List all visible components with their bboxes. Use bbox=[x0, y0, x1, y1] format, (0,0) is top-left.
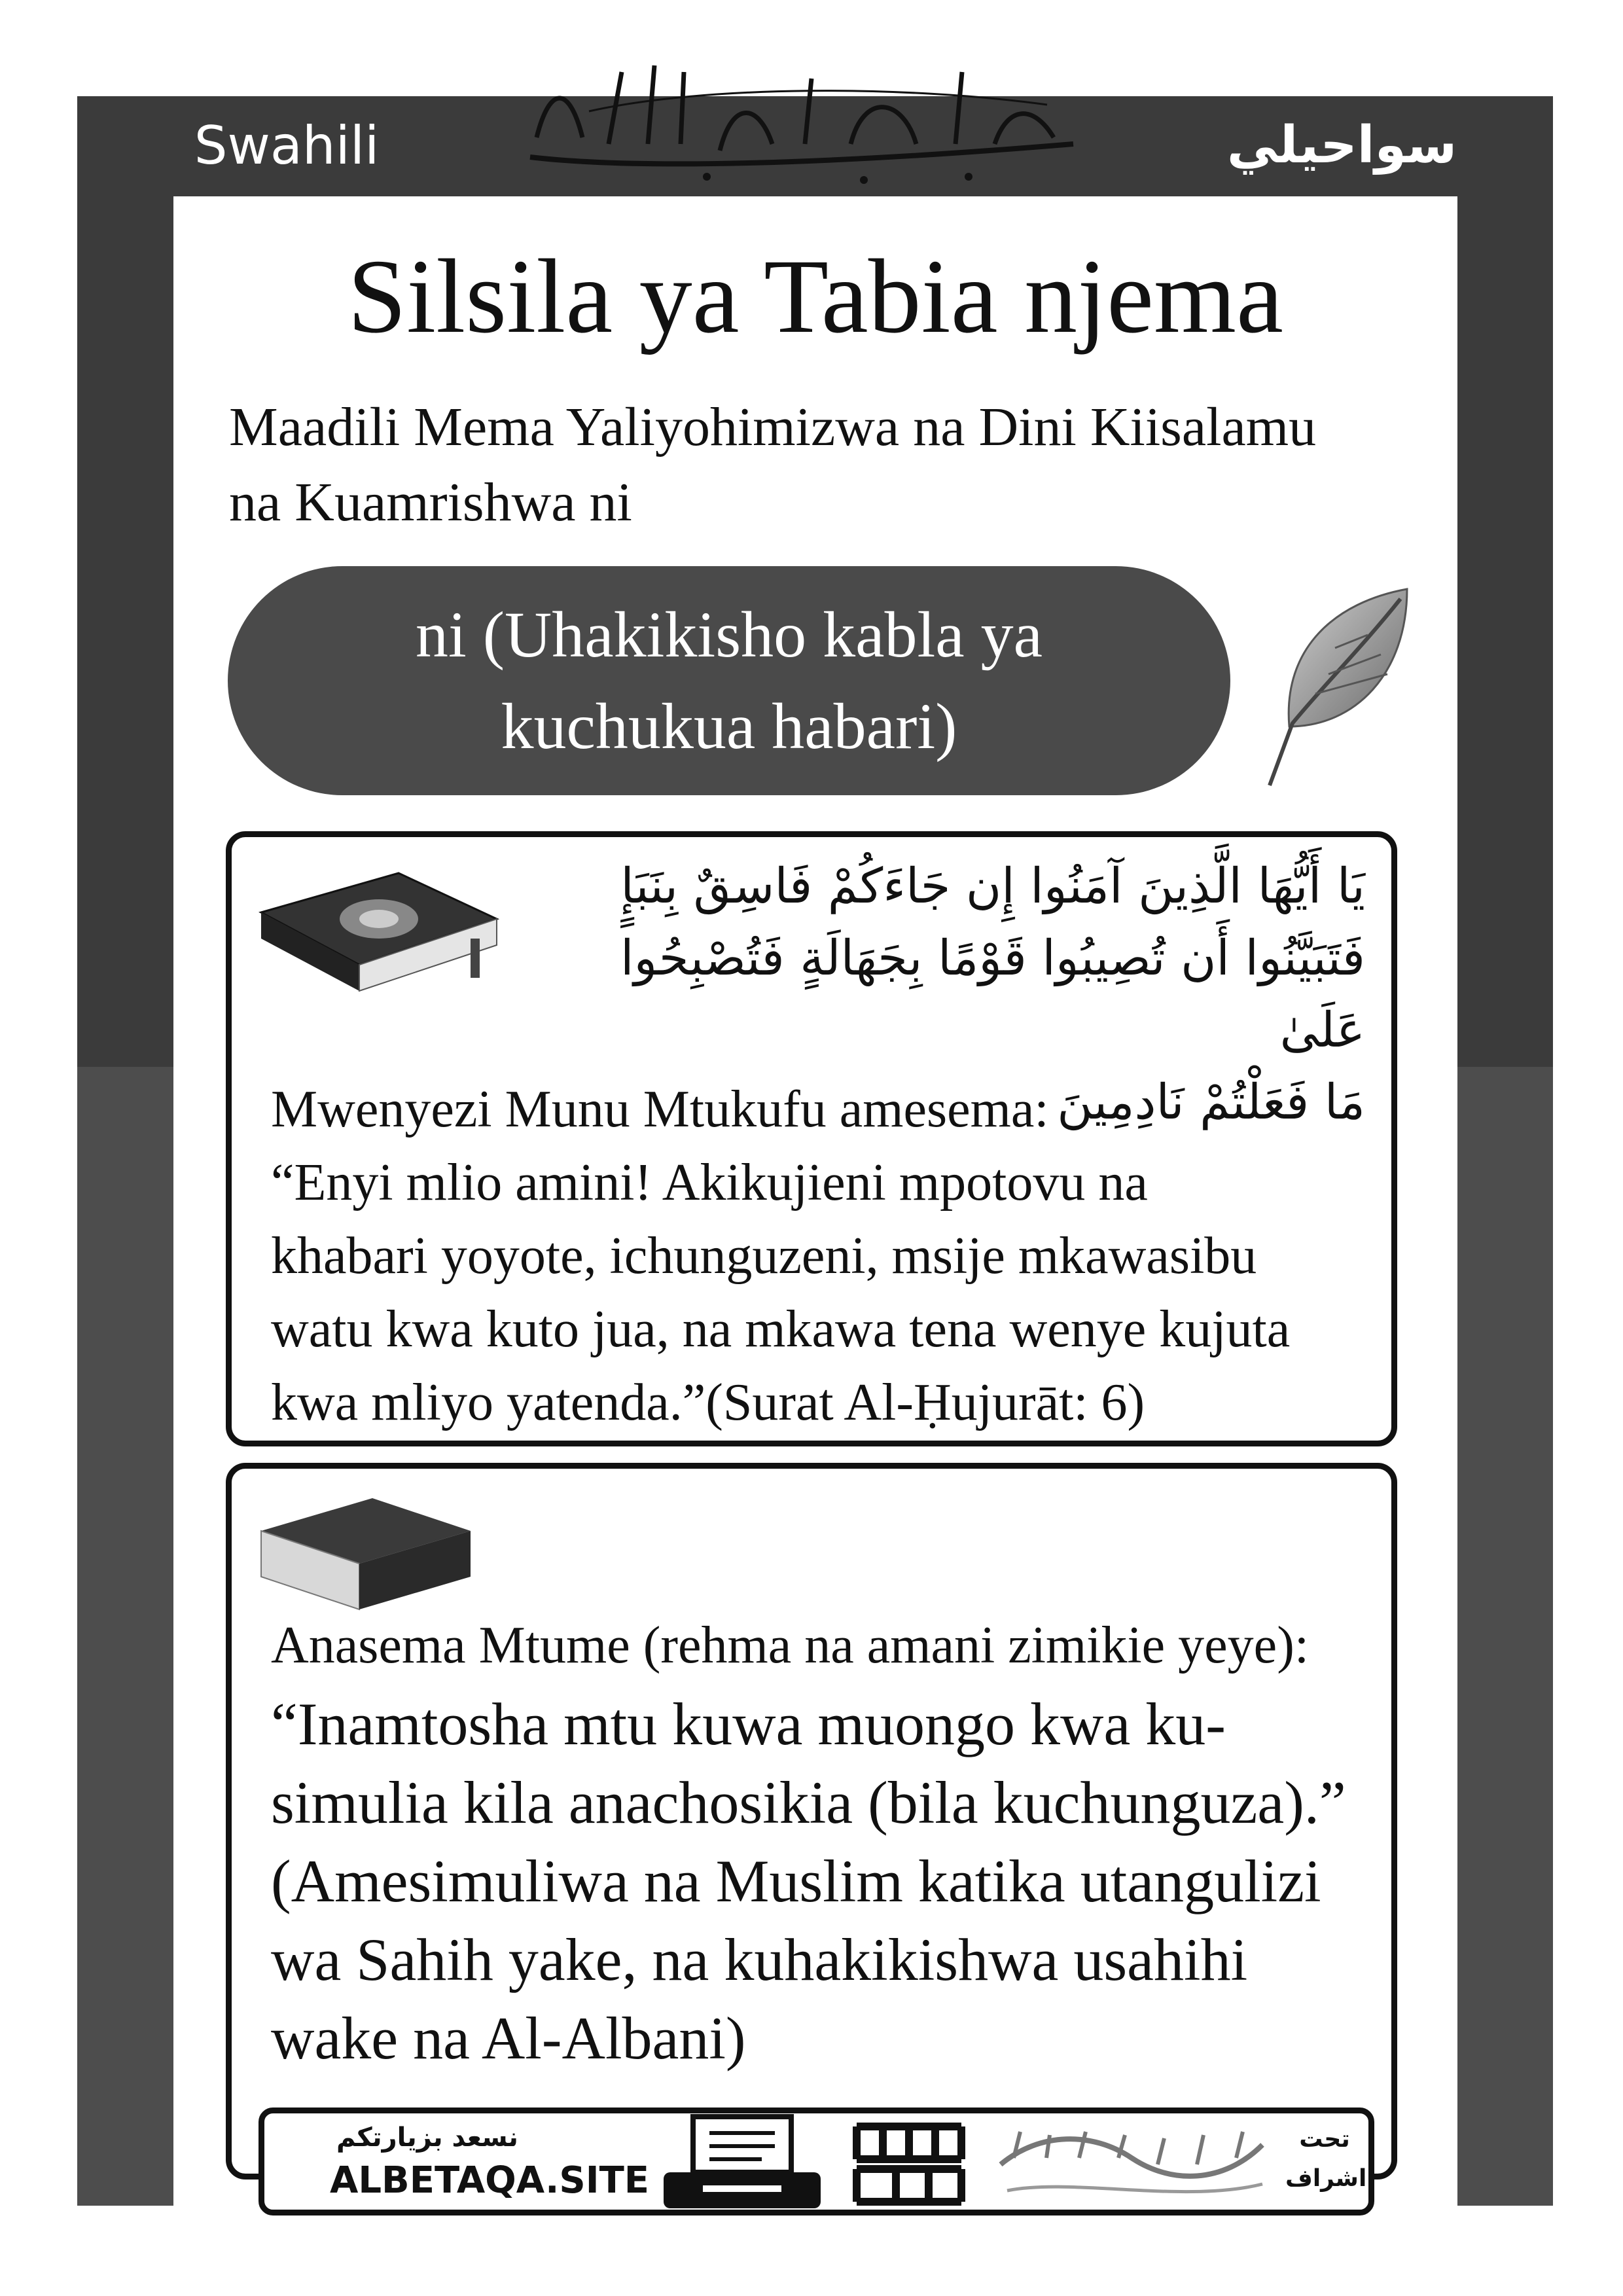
quran-translation bbox=[271, 1073, 1383, 1439]
ayah-line-1: يَا أَيُّهَا الَّذِينَ آمَنُوا إِن جَاءَكُمْ فَاسِقٌ بِنَبَإٍ bbox=[620, 858, 1365, 914]
quran-line-3: watu kwa kuto jua, na mkawa tena wenye kujuta bbox=[271, 1300, 1291, 1358]
topic-banner bbox=[228, 566, 1230, 795]
ayah-line-2: فَتَبَيَّنُوا أَن تُصِيبُوا قَوْمًا بِجَهَالَةٍ فَتُصْبِحُوا عَلَىٰ bbox=[620, 930, 1365, 1058]
hadith-line-4: wa Sahih yake, na kuhakikishwa usahihi bbox=[271, 1926, 1248, 1993]
ayah-line-3: مَا فَعَلْتُمْ نَادِمِينَ bbox=[1057, 1074, 1365, 1130]
footer-bar bbox=[259, 2108, 1374, 2215]
supervision-line-2: اشراف bbox=[1285, 2165, 1367, 2192]
hadith-card bbox=[226, 1463, 1397, 2179]
hadith-text bbox=[271, 1606, 1383, 2077]
quran-book-icon bbox=[248, 860, 510, 1024]
quran-line-1: “Enyi mlio amini! Akikujieni mpotovu na bbox=[271, 1154, 1148, 1211]
printer-icon bbox=[664, 2113, 821, 2212]
sponsor-logo-mark bbox=[988, 2119, 1275, 2210]
quran-intro: Mwenyezi Munu Mtukufu amesema: bbox=[271, 1081, 1049, 1138]
page-subtitle: Maadili Mema Yaliyohimizwa na Dini Kiisalamu na Kuamrishwa ni bbox=[229, 397, 1317, 533]
quran-card bbox=[226, 831, 1397, 1446]
basmala-calligraphy bbox=[510, 46, 1099, 196]
sponsor-logo bbox=[988, 2119, 1275, 2210]
dawah-logo bbox=[844, 2113, 974, 2212]
supervision-label bbox=[1285, 2120, 1367, 2198]
language-label-swahili: Swahili bbox=[77, 96, 496, 194]
hadith-line-5: wake na Al-Albani) bbox=[271, 2005, 746, 2072]
hadith-line-2: simulia kila anachosikia (bila kuchunguza).” bbox=[271, 1769, 1346, 1836]
hadith-book-icon bbox=[248, 1485, 484, 1623]
footer-welcome: نسعد بزيارتكم bbox=[336, 2123, 518, 2153]
language-label-arabic: سواحيلي bbox=[1131, 96, 1553, 194]
hadith-line-1: “Inamtosha mtu kuwa muongo kwa ku- bbox=[271, 1691, 1226, 1757]
hadith-intro: Anasema Mtume (rehma na amani zimikie yeye): bbox=[271, 1617, 1310, 1674]
quran-line-2: khabari yoyote, ichunguzeni, msije mkawasibu bbox=[271, 1227, 1257, 1285]
quran-line-4: kwa mliyo yatenda.”(Surat Al-Ḥujurāt: 6) bbox=[271, 1374, 1145, 1431]
footer-website-link[interactable]: ALBETAQA.SITE bbox=[330, 2159, 650, 2202]
leaf-icon bbox=[1257, 576, 1420, 798]
page-title: Silsila ya Tabia njema bbox=[348, 238, 1283, 355]
topic-text: ni (Uhakikisho kabla ya kuchukua habari) bbox=[415, 598, 1043, 762]
dawah-logo-mark bbox=[844, 2113, 974, 2212]
supervision-line-1: تحت bbox=[1299, 2126, 1350, 2153]
hadith-line-3: (Amesimuliwa na Muslim katika utangulizi bbox=[271, 1848, 1321, 1914]
